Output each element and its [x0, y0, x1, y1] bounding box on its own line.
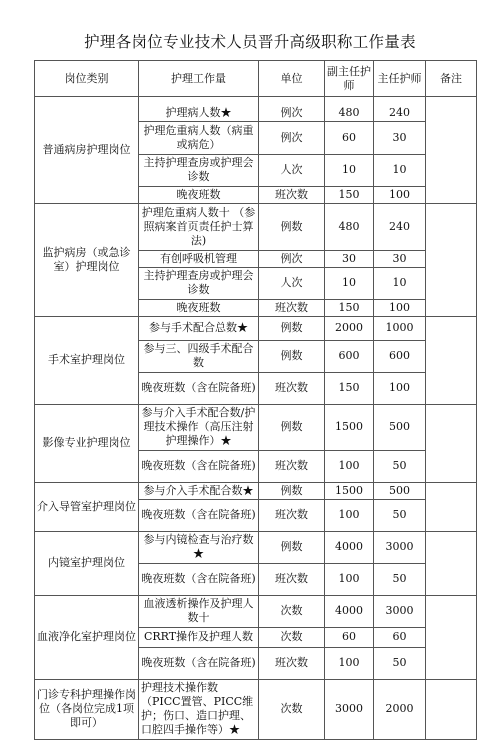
chief-cell: 50	[374, 450, 426, 482]
header-unit: 单位	[259, 61, 325, 97]
work-cell: CRRT操作及护理人数	[139, 627, 259, 647]
chief-cell: 500	[374, 404, 426, 450]
page-title: 护理各岗位专业技术人员晋升高级职称工作量表	[84, 33, 416, 51]
unit-cell: 例次	[259, 105, 325, 122]
table-row	[35, 531, 477, 563]
deputy-cell: 480	[325, 203, 374, 250]
table-row	[35, 97, 477, 105]
note-cell	[426, 316, 477, 404]
header-note: 备注	[426, 61, 477, 97]
work-cell: 参与手术配合总数★	[139, 316, 259, 340]
deputy-cell: 60	[325, 627, 374, 647]
table-header-row	[35, 61, 477, 97]
deputy-cell: 4000	[325, 531, 374, 563]
header-chief: 主任护师	[374, 61, 426, 97]
chief-cell: 30	[374, 121, 426, 154]
post-cell: 门诊专科护理操作岗位（各岗位完成1项 即可）	[35, 679, 139, 739]
deputy-cell: 150	[325, 186, 374, 203]
table-row	[35, 595, 477, 627]
note-cell	[426, 482, 477, 531]
deputy-cell: 100	[325, 563, 374, 595]
chief-cell: 100	[374, 372, 426, 404]
unit-cell: 次数	[259, 595, 325, 627]
unit-cell: 班次数	[259, 299, 325, 316]
note-cell	[426, 531, 477, 595]
note-cell	[426, 404, 477, 482]
work-cell: 参与介入手术配合数/护理技术操作（高压注射护理操作）★	[139, 404, 259, 450]
note-cell	[426, 595, 477, 679]
deputy-cell: 150	[325, 372, 374, 404]
chief-cell: 2000	[374, 679, 426, 739]
chief-cell: 30	[374, 250, 426, 267]
work-cell: 有创呼吸机管理	[139, 250, 259, 267]
chief-cell: 3000	[374, 531, 426, 563]
work-cell: 晚夜班数（含在院备班)	[139, 499, 259, 531]
unit-cell: 班次数	[259, 372, 325, 404]
header-work: 护理工作量	[139, 61, 259, 97]
deputy-cell: 1500	[325, 404, 374, 450]
chief-cell: 50	[374, 499, 426, 531]
unit-cell: 例数	[259, 404, 325, 450]
chief-cell: 240	[374, 203, 426, 250]
unit-cell: 例次	[259, 121, 325, 154]
work-cell: 晚夜班数	[139, 186, 259, 203]
work-cell: 参与三、四级手术配合数	[139, 340, 259, 372]
post-cell: 影像专业护理岗位	[35, 404, 139, 482]
unit-cell: 例数	[259, 482, 325, 499]
unit-cell: 次数	[259, 627, 325, 647]
deputy-cell: 600	[325, 340, 374, 372]
post-cell: 介入导管室护理岗位	[35, 482, 139, 531]
work-cell: 晚夜班数（含在院备班)	[139, 372, 259, 404]
chief-cell: 50	[374, 563, 426, 595]
deputy-cell: 1500	[325, 482, 374, 499]
deputy-cell: 100	[325, 647, 374, 679]
unit-cell: 班次数	[259, 499, 325, 531]
work-cell: 晚夜班数（含在院备班)	[139, 647, 259, 679]
deputy-cell: 3000	[325, 679, 374, 739]
post-cell: 监护病房（或急诊室）护理岗位	[35, 203, 139, 316]
unit-cell: 人次	[259, 267, 325, 299]
unit-cell: 班次数	[259, 186, 325, 203]
unit-cell: 例数	[259, 316, 325, 340]
chief-cell: 60	[374, 627, 426, 647]
unit-cell: 人次	[259, 154, 325, 186]
chief-cell: 10	[374, 154, 426, 186]
chief-cell: 600	[374, 340, 426, 372]
deputy-cell: 10	[325, 267, 374, 299]
unit-cell: 例数	[259, 531, 325, 563]
post-cell: 手术室护理岗位	[35, 316, 139, 404]
table-row	[35, 482, 477, 499]
deputy-cell: 100	[325, 450, 374, 482]
work-cell: 晚夜班数（含在院备班)	[139, 563, 259, 595]
work-cell: 血液透析操作及护理人数十	[139, 595, 259, 627]
unit-cell: 次数	[259, 679, 325, 739]
deputy-cell: 150	[325, 299, 374, 316]
unit-cell: 例数	[259, 340, 325, 372]
work-cell: 护理病人数★	[139, 105, 259, 122]
chief-cell: 1000	[374, 316, 426, 340]
table-row	[35, 404, 477, 450]
note-cell	[426, 97, 477, 204]
work-cell: 参与介入手术配合数★	[139, 482, 259, 499]
note-cell	[426, 679, 477, 739]
unit-cell: 例数	[259, 203, 325, 250]
work-cell: 护理危重病人数（病重或病危）	[139, 121, 259, 154]
deputy-cell: 10	[325, 154, 374, 186]
workload-table	[34, 60, 477, 740]
chief-cell: 500	[374, 482, 426, 499]
deputy-cell: 4000	[325, 595, 374, 627]
unit-cell: 例次	[259, 250, 325, 267]
chief-cell: 100	[374, 299, 426, 316]
work-cell: 晚夜班数	[139, 299, 259, 316]
post-cell: 血液净化室护理岗位	[35, 595, 139, 679]
work-cell: 参与内镜检查与治疗数★	[139, 531, 259, 563]
work-cell: 护理危重病人数十 （参照病案首页责任护士算法)	[139, 203, 259, 250]
unit-cell: 班次数	[259, 563, 325, 595]
table-row	[35, 679, 477, 739]
table-row	[35, 203, 477, 250]
work-cell: 主持护理查房或护理会诊数	[139, 154, 259, 186]
unit-cell: 班次数	[259, 450, 325, 482]
deputy-cell: 30	[325, 250, 374, 267]
work-cell: 主持护理查房或护理会诊数	[139, 267, 259, 299]
deputy-cell: 60	[325, 121, 374, 154]
chief-cell: 100	[374, 186, 426, 203]
chief-cell: 240	[374, 105, 426, 122]
chief-cell: 3000	[374, 595, 426, 627]
header-deputy: 副主任护师	[325, 61, 374, 97]
deputy-cell: 100	[325, 499, 374, 531]
header-post: 岗位类别	[35, 61, 139, 97]
work-cell: 晚夜班数（含在院备班)	[139, 450, 259, 482]
post-cell: 内镜室护理岗位	[35, 531, 139, 595]
chief-cell: 50	[374, 647, 426, 679]
post-cell: 普通病房护理岗位	[35, 97, 139, 204]
work-cell: 护理技术操作数（PICC置管、PICC维护；伤口、造口护理、口腔四手操作等）★	[139, 679, 259, 739]
chief-cell: 10	[374, 267, 426, 299]
deputy-cell: 2000	[325, 316, 374, 340]
table-row	[35, 316, 477, 340]
unit-cell: 班次数	[259, 647, 325, 679]
note-cell	[426, 203, 477, 316]
deputy-cell: 480	[325, 105, 374, 122]
